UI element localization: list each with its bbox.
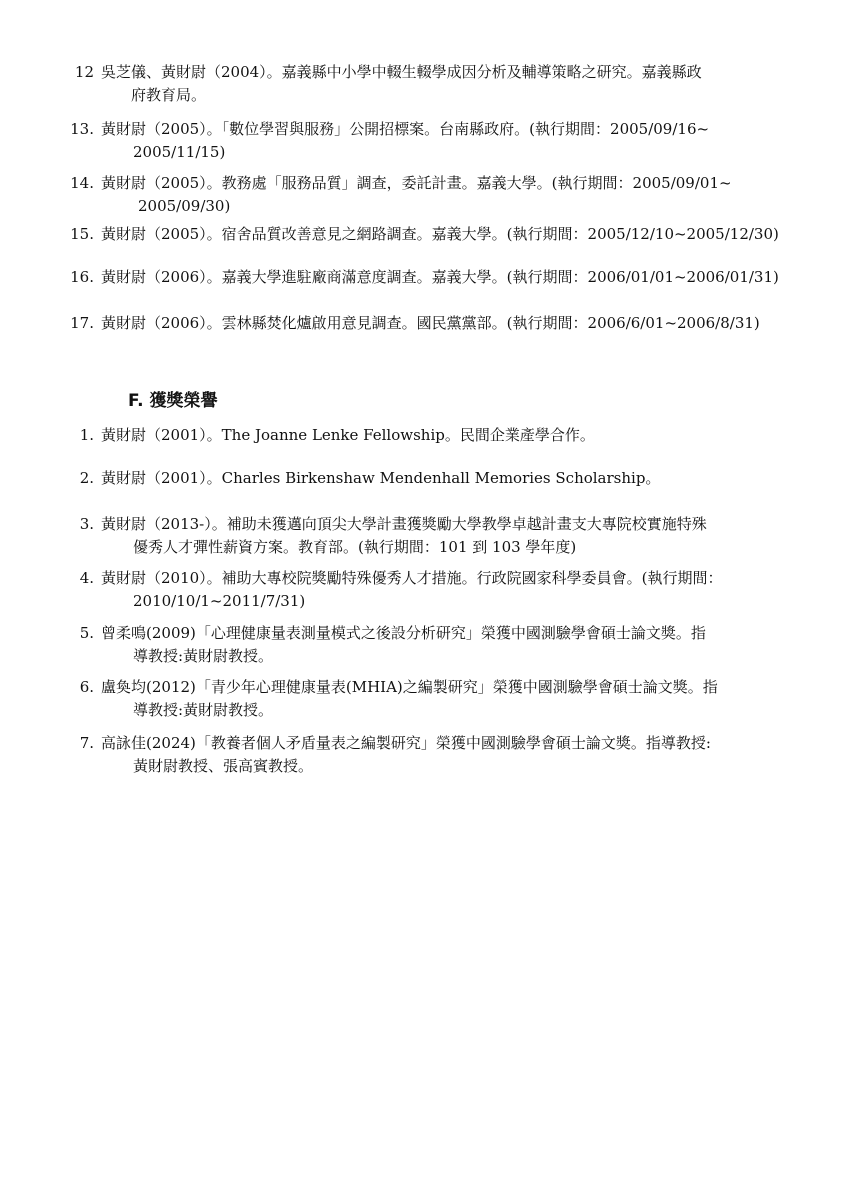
item-text-continuation: 優秀人才彈性薪資方案。教育部。(執行期間：101 到 103 學年度) <box>133 538 577 556</box>
item-number: 13. <box>70 120 94 138</box>
item-text-continuation: 導教授:黃財尉教授。 <box>133 647 274 665</box>
item-text-continuation: 府教育局。 <box>131 86 207 104</box>
item-text: 黃財尉（2010）。補助大專校院獎勵特殊優秀人才措施。行政院國家科學委員會。(執行期間： <box>101 569 723 587</box>
item-number: 1. <box>79 426 94 444</box>
item-text: 黃財尉（2005）。宿舍品質改善意見之網路調查。嘉義大學。(執行期間：2005/12/10~2005/12/30) <box>101 225 779 243</box>
item-text-continuation: 2005/09/30) <box>138 197 231 215</box>
item-number: 6. <box>79 678 94 696</box>
item-number: 7. <box>79 734 94 752</box>
item-text: 高詠佳(2024)「教養者個人矛盾量表之編製研究」榮獲中國測驗學會碩士論文獎。指導教授: <box>101 734 711 752</box>
item-number: 16. <box>70 268 94 286</box>
item-number: 12 <box>74 63 94 81</box>
item-number: 14. <box>70 174 94 192</box>
item-number: 17. <box>70 314 94 332</box>
item-text: 黃財尉（2001）。The Joanne Lenke Fellowship。民間企業產學合作。 <box>101 426 595 444</box>
section-heading: F. 獲獎榮譽 <box>128 391 218 411</box>
item-text: 黃財尉（2001）。Charles Birkenshaw Mendenhall Memories Scholarship。 <box>101 469 661 487</box>
item-text: 吳芝儀、黃財尉（2004）。嘉義縣中小學中輟生輟學成因分析及輔導策略之研究。嘉義縣政 <box>101 63 702 81</box>
item-number: 15. <box>70 225 94 243</box>
item-number: 2. <box>79 469 94 487</box>
item-text: 黃財尉（2013-）。補助未獲邁向頂尖大學計畫獲獎勵大學教學卓越計畫支大專院校實施特殊 <box>101 515 707 533</box>
item-text: 黃財尉（2005）。「數位學習與服務」公開招標案。台南縣政府。(執行期間：2005/09/16~ <box>101 120 710 138</box>
item-number: 3. <box>79 515 94 533</box>
item-text: 曾柔鳴(2009)「心理健康量表測量模式之後設分析研究」榮獲中國測驗學會碩士論文獎。指 <box>101 624 706 642</box>
item-text: 黃財尉（2005）。教務處「服務品質」調查，委託計畫。嘉義大學。(執行期間：2005/09/01~ <box>101 174 732 192</box>
item-text: 盧奐均(2012)「青少年心理健康量表(MHIA)之編製研究」榮獲中國測驗學會碩士論文獎。指 <box>101 678 718 696</box>
item-text: 黃財尉（2006）。嘉義大學進駐廠商滿意度調查。嘉義大學。(執行期間：2006/01/01~2006/01/31) <box>101 268 779 286</box>
item-text-continuation: 2005/11/15) <box>133 143 226 161</box>
item-number: 4. <box>79 569 94 587</box>
item-text: 黃財尉（2006）。雲林縣焚化爐啟用意見調查。國民黨黨部。(執行期間：2006/6/01~2006/8/31) <box>101 314 760 332</box>
item-text-continuation: 2010/10/1~2011/7/31) <box>133 592 306 610</box>
item-number: 5. <box>79 624 94 642</box>
item-text-continuation: 導教授:黃財尉教授。 <box>133 701 274 719</box>
item-text-continuation: 黃財尉教授、張高賓教授。 <box>133 757 314 775</box>
